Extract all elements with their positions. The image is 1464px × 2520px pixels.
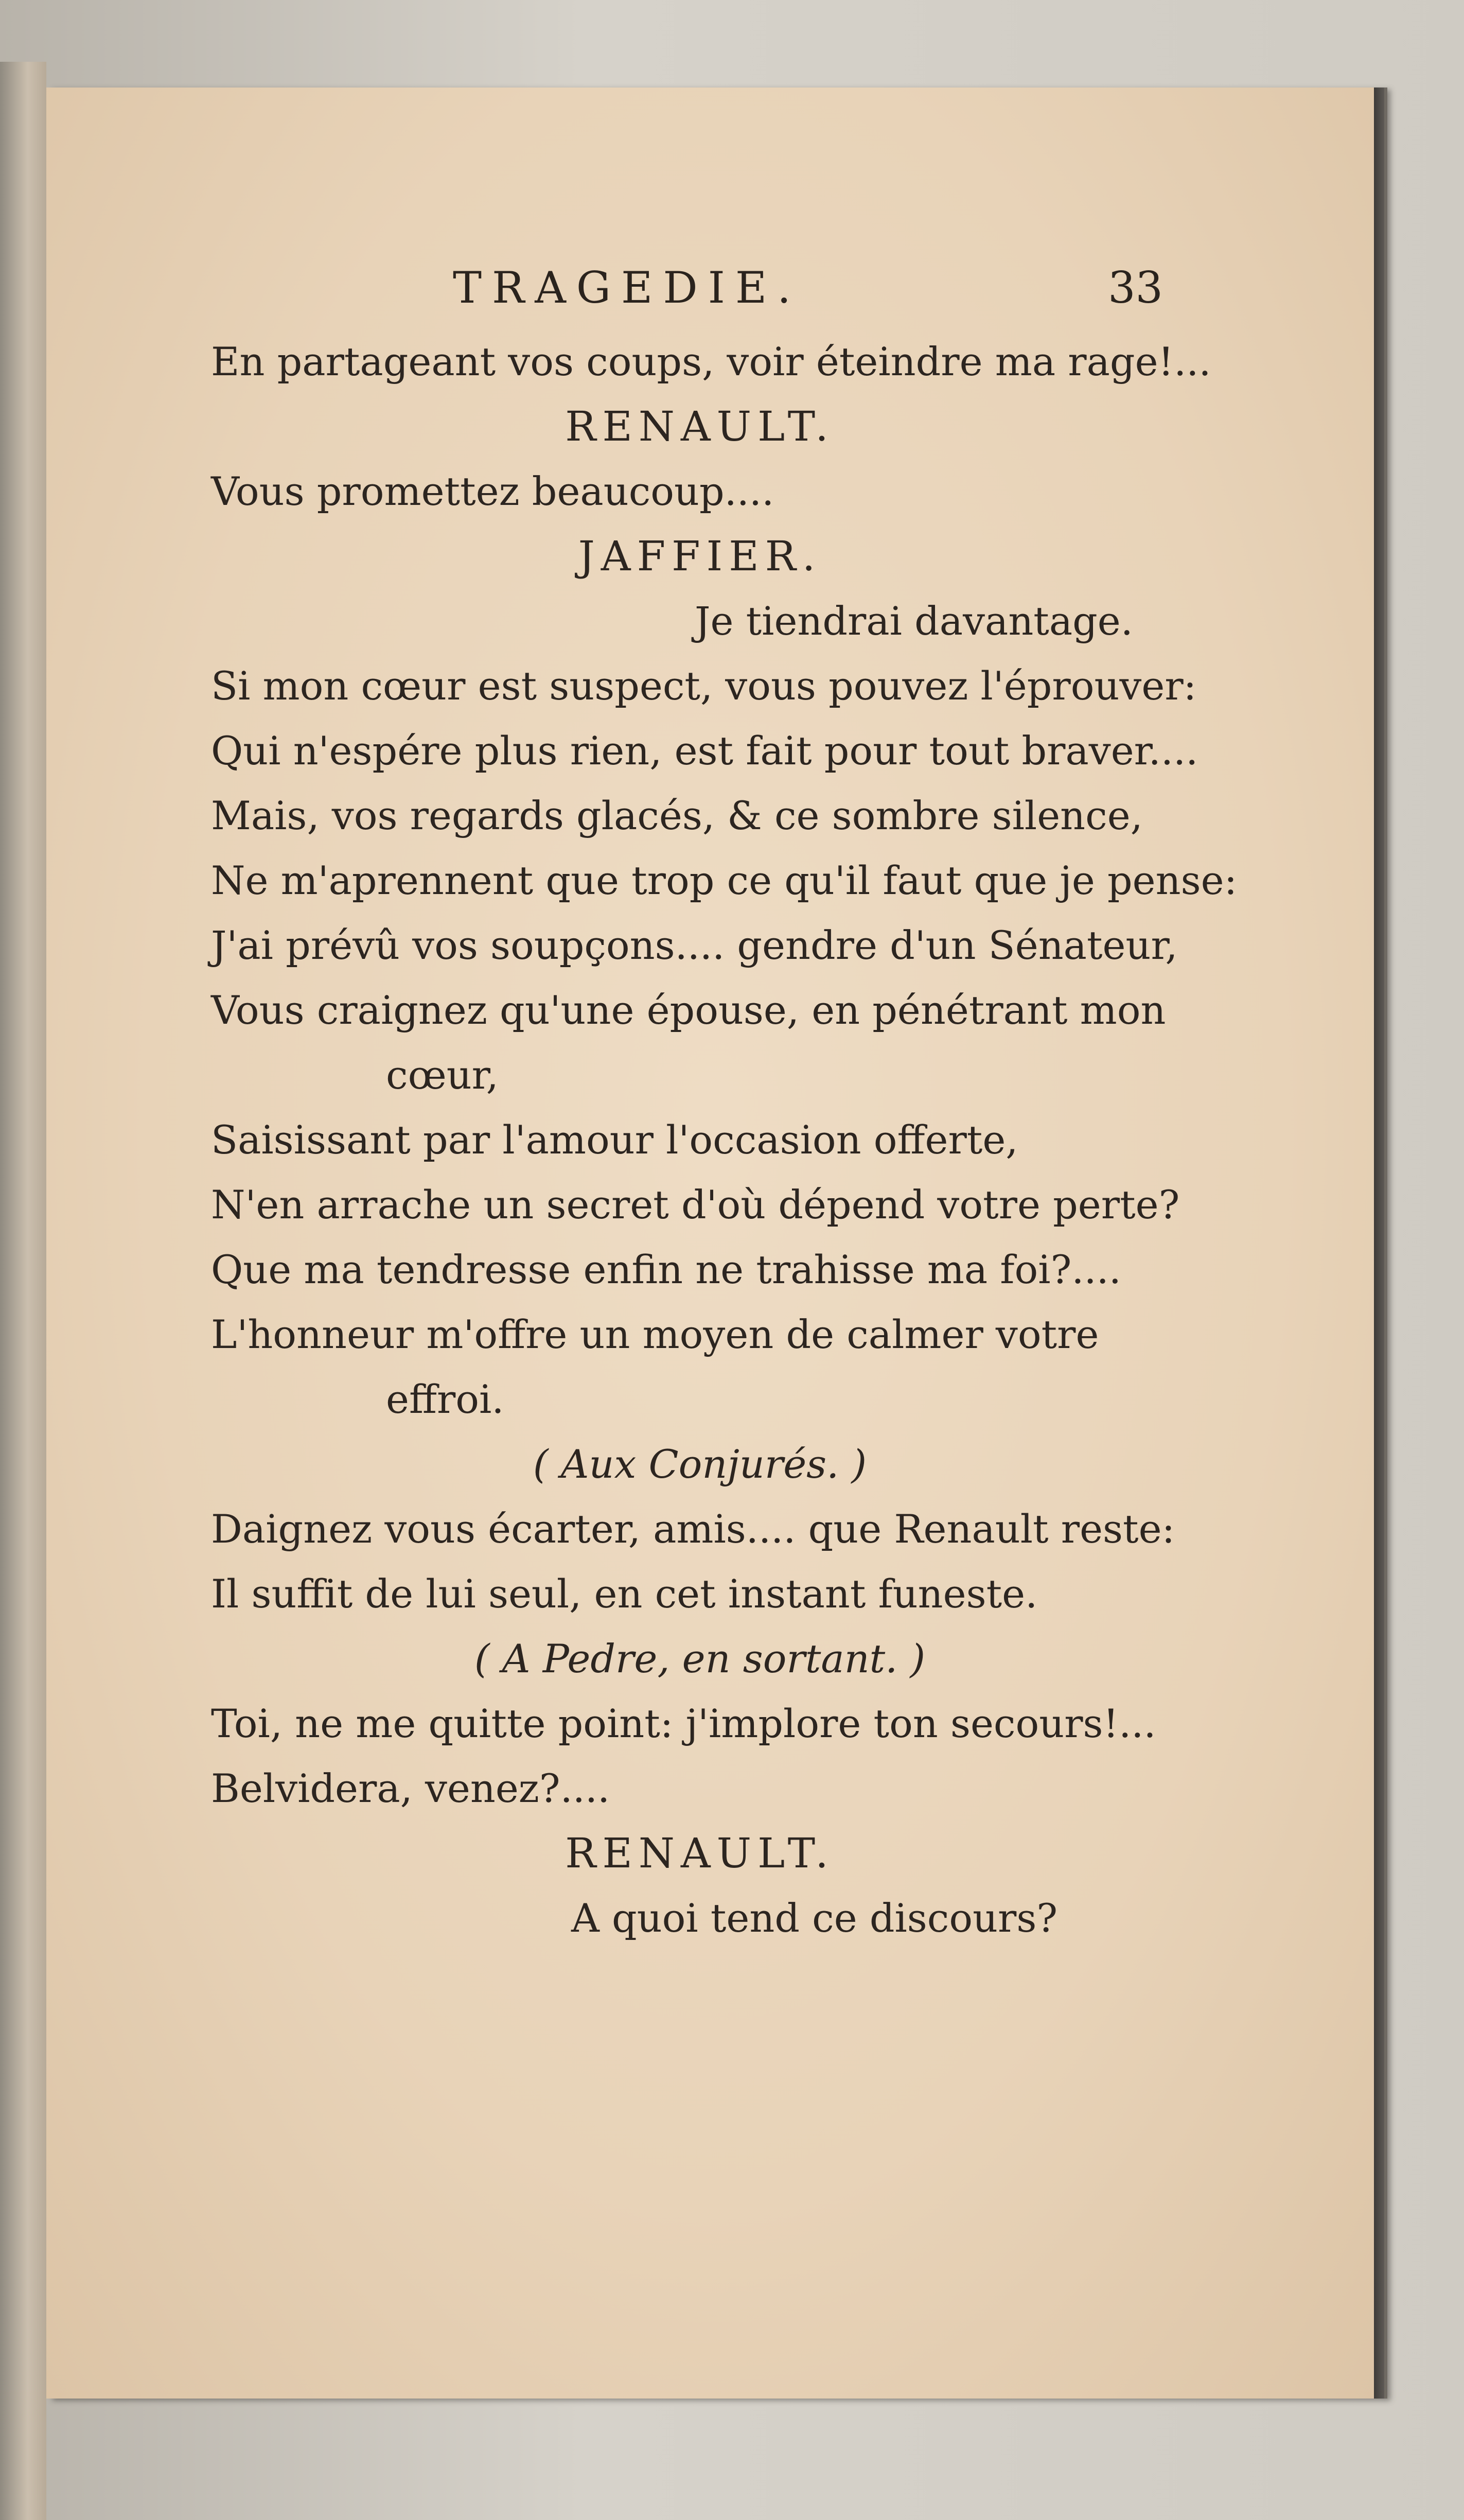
verse-line: Il suffit de lui seul, en cet instant funeste. (211, 1571, 1038, 1617)
facing-page-edge (0, 62, 46, 2520)
verse-text (211, 329, 1238, 1951)
verse-line: Si mon cœur est suspect, vous pouvez l'éprouver: (211, 663, 1197, 709)
stage-direction: ( A Pedre, en sortant. ) (474, 1636, 926, 1682)
verse-line: Mais, vos regards glacés, & ce sombre silence, (211, 793, 1143, 838)
speaker-name: JAFFIER. (578, 532, 822, 580)
speaker-name: RENAULT. (565, 402, 835, 450)
verse-continuation: cœur, (386, 1052, 499, 1098)
verse-line: J'ai prévû vos soupçons.... gendre d'un Sénateur, (211, 922, 1178, 968)
verse-line: Ne m'aprennent que trop ce qu'il faut que je pense: (211, 857, 1238, 903)
page-number: 33 (1108, 262, 1163, 313)
verse-line: Saisissant par l'amour l'occasion offerte, (211, 1117, 1018, 1163)
verse-line: Belvidera, venez?.... (211, 1765, 610, 1811)
verse-line: Qui n'espére plus rien, est fait pour tout braver.... (211, 728, 1198, 774)
verse-line: A quoi tend ce discours? (571, 1895, 1058, 1941)
verse-line: Je tiendrai davantage. (695, 598, 1133, 644)
verse-line: Vous craignez qu'une épouse, en pénétrant mon (211, 987, 1166, 1033)
verse-line: Que ma tendresse enfin ne trahisse ma foi?.... (211, 1247, 1121, 1292)
stage-direction: ( Aux Conjurés. ) (533, 1441, 867, 1487)
verse-line: Toi, ne me quitte point: j'implore ton secours!... (211, 1701, 1156, 1746)
speaker-name: RENAULT. (565, 1829, 835, 1877)
verse-line: N'en arrache un secret d'où dépend votre perte? (211, 1182, 1180, 1228)
verse-line: L'honneur m'offre un moyen de calmer votre (211, 1311, 1099, 1357)
running-header (453, 262, 1163, 313)
verse-line: Daignez vous écarter, amis.... que Renault reste: (211, 1506, 1175, 1552)
verse-continuation: effroi. (386, 1376, 504, 1422)
running-title: TRAGEDIE. (453, 262, 801, 313)
page-edge-shadow (1374, 87, 1384, 2399)
verse-line: En partageant vos coups, voir éteindre ma rage!... (211, 339, 1211, 384)
verse-line: Vous promettez beaucoup.... (211, 468, 774, 514)
